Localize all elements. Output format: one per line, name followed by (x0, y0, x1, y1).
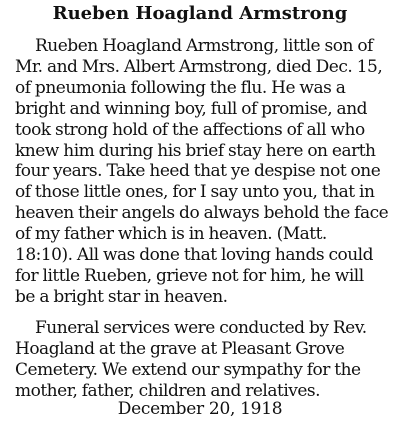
text-line: of pneumonia following the flu. He was a (15, 77, 346, 98)
text-line: of my father which is in heaven. (Matt. (15, 224, 327, 245)
text-line: Mr. and Mrs. Albert Armstrong, died Dec. 15, (15, 56, 383, 77)
text-line: mother, father, children and relatives. (15, 380, 321, 401)
text-line: Hoagland at the grave at Pleasant Grove (15, 338, 345, 359)
obituary-dateline: December 20, 1918 (117, 399, 283, 419)
text-line: for little Rueben, grieve not for him, he will (15, 265, 364, 286)
text-line: bright and winning boy, full of promise, and (15, 98, 368, 119)
text-line: knew him during his brief stay here on earth (15, 140, 376, 161)
text-line: Funeral services were conducted by Rev. (35, 318, 367, 338)
text-line: heaven their angels do always behold the face (15, 203, 389, 224)
text-line: took strong hold of the affections of all who (15, 119, 365, 140)
text-line: 18:10). All was done that loving hands could (15, 245, 373, 266)
text-line: four years. Take heed that ye despise not one (15, 161, 381, 182)
text-line: Rueben Hoagland Armstrong, little son of (35, 36, 373, 56)
obituary-title: Rueben Hoagland Armstrong (52, 3, 348, 24)
text-line: be a bright star in heaven. (15, 286, 228, 307)
text-line: Cemetery. We extend our sympathy for the (15, 359, 361, 380)
text-line: of those little ones, for I say unto you, that in (15, 182, 375, 203)
obituary-paragraph-1 (15, 36, 389, 308)
obituary-paragraph-2 (15, 318, 385, 402)
